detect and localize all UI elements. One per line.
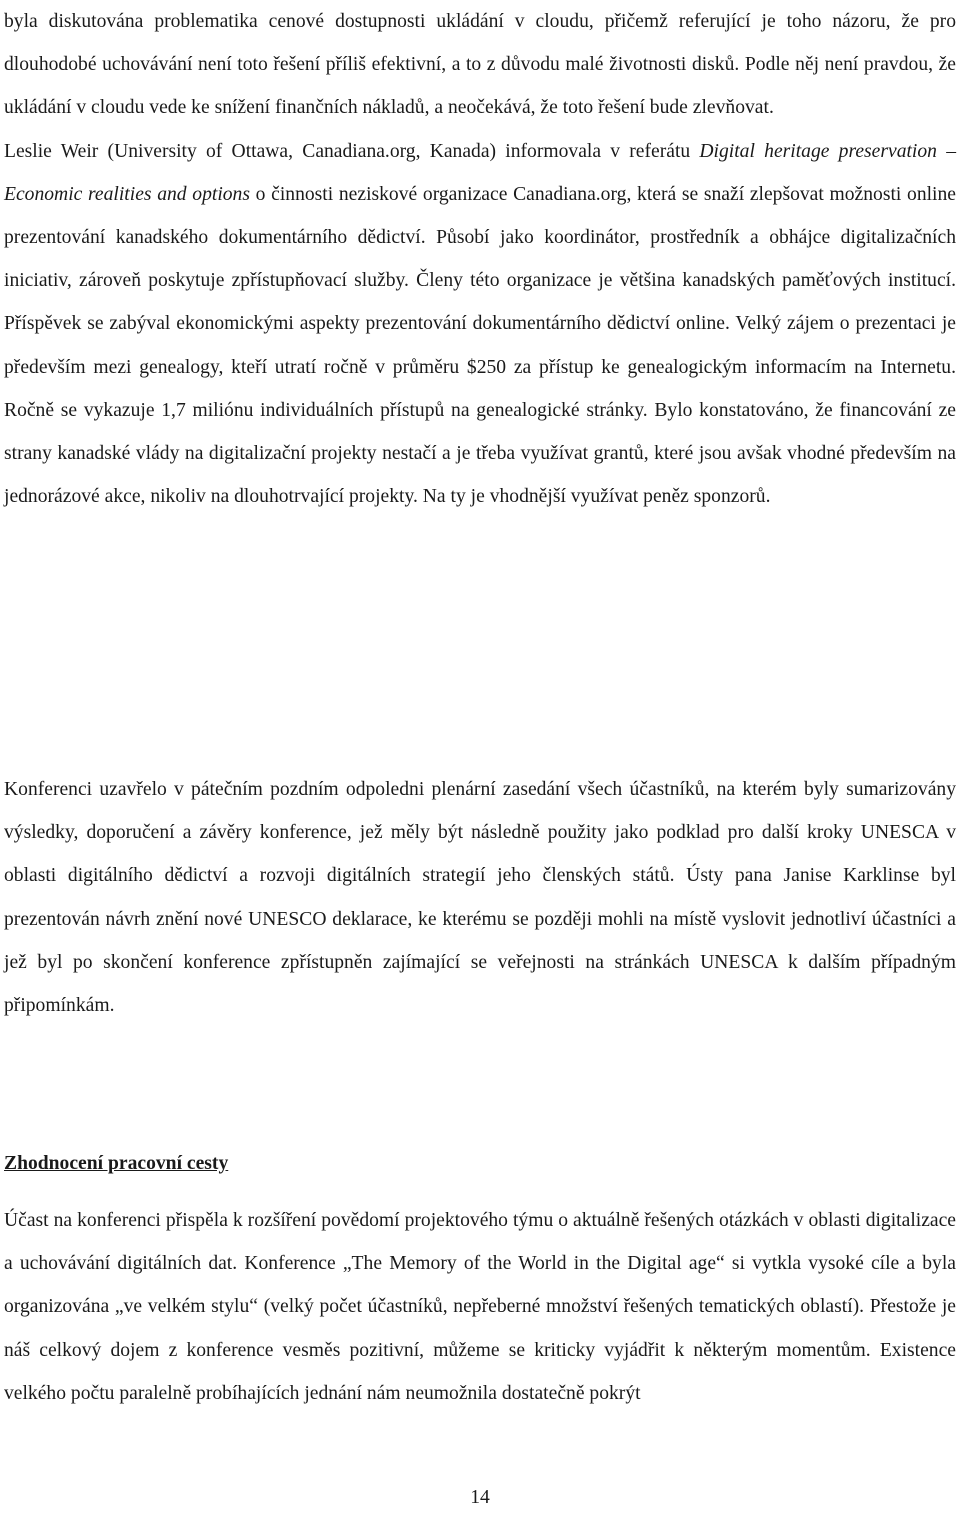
section-conference-closing: [4, 768, 956, 1027]
section-evaluation: [4, 1199, 956, 1415]
paragraph-conference-closing: Konferenci uzavřelo v pátečním pozdním odpoledni plenární zasedání všech účastníků, na kterém byly sumarizovány výsledky, doporučení a závěry konference, jež měly být následně použity jako podklad pro další kroky UNESCA v oblasti digitálního dědictví a rozvoji digitálních strategií jeho členských států. Ústy pana Janise Karklinse byl prezentován návrh znění nové UNESCO deklarace, ke kterému se později mohli na místě vyslovit jednotliví účastníci a jež byl po skončení konference zpřístupněn zajímající se veřejnosti na stránkách UNESCA k dalším případným připomínkám.: [4, 779, 956, 1017]
section-heading: Zhodnocení pracovní cesty: [4, 1153, 229, 1174]
paragraph-leslie-weir: [4, 130, 956, 519]
paragraph-evaluation: Účast na konferenci přispěla k rozšíření povědomí projektového týmu o aktuálně řešených otázkách v oblasti digitalizace a uchovávání digitálních dat. Konference „The Memory of the World in the Digital age“ si vytkla vysoké cíle a byla organizována „ve velkém stylu“ (velký počet účastníků, nepřeberné množství řešených tematických oblastí). Přestože je náš celkový dojem z konference vesměs pozitivní, můžeme se kriticky vyjádřit k některým momentům. Existence velkého počtu paralelně probíhajících jednání nám neumožnila dostatečně pokrýt: [4, 1210, 956, 1404]
paragraph-text: Leslie Weir (University of Ottawa, Canadiana.org, Kanada) informovala v referátu: [4, 140, 700, 162]
referat-title: Digital heritage preservation – Economic realities and options: [4, 140, 956, 205]
page-number: 14: [470, 1487, 490, 1508]
paragraph-cloud-storage: byla diskutována problematika cenové dostupnosti ukládání v cloudu, přičemž referující je toho názoru, že pro dlouhodobé uchovávání není toto řešení příliš efektivní, a to z důvodu malé životnosti disků. Podle něj není pravdou, že ukládání v cloudu vede ke snížení finančních nákladů, a neočekává, že toto řešení bude zlevňovat.: [4, 11, 956, 119]
paragraph-text: o činnosti neziskové organizace Canadiana.org, která se snaží zlepšovat možnosti online prezentování kanadského dokumentárního dědictví. Působí jako koordinátor, prostředník a obhájce digitalizačních iniciativ, zároveň poskytuje zpřístupňovací služby. Členy této organizace je většina kanadských paměťových institucí. Příspěvek se zabýval ekonomickými aspekty prezentování dokumentárního dědictví online. Velký zájem o prezentaci je především mezi genealogy, kteří utratí ročně v průměru $250 za přístup ke genealogickým informacím na Internetu. Ročně se vykazuje 1,7 miliónu individuálních přístupů na genealogické stránky. Bylo konstatováno, že financování ze strany kanadské vlády na digitalizační projekty nestačí a je třeba využívat grantů, které jsou avšak vhodné především na jednorázové akce, nikoliv na dlouhotrvající projekty. Na ty je vhodnější využívat peněz sponzorů.: [4, 183, 956, 508]
section-cloud-and-canadiana: [4, 0, 956, 518]
